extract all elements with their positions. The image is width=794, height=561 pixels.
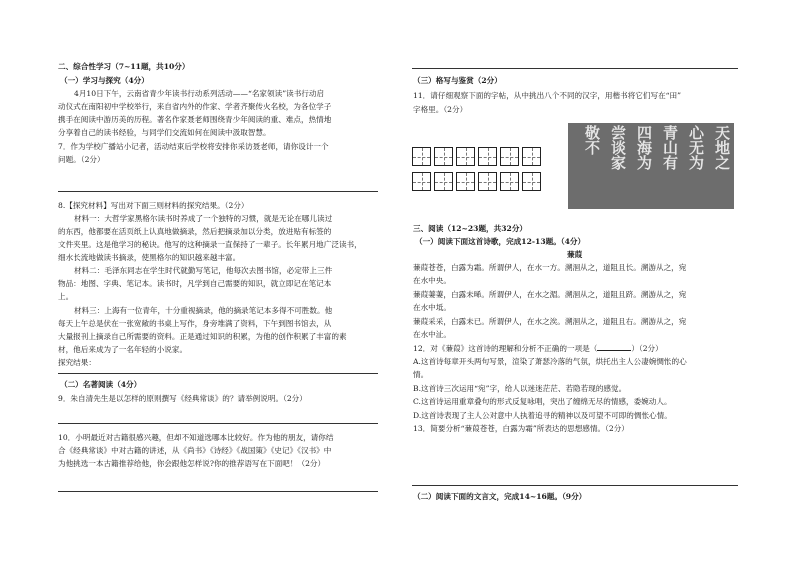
part1-title: （一）学习与探究（4分）: [60, 76, 149, 85]
q12-option: 情。: [413, 370, 429, 379]
poem-line: 蒹葭采采，白露未已。所谓伊人，在水之涘。溯洄从之，道阻且右。溯游从之，宛: [413, 317, 687, 326]
q10-line: 为他挑选一本古籍推荐给他，你会跟他怎样说?你的推荐语写在下面吧！（2分）: [58, 459, 326, 468]
poem-title: 蒹葭: [567, 250, 583, 259]
q12-option: A.这首诗每章开头两句写景，渲染了萧瑟冷落的气氛，烘托出主人公凄婉惆怅的心: [413, 357, 687, 366]
q9-text: 9．朱自清先生是以怎样的原则撰写《经典常谈》的？请举例说明。（2分）: [58, 394, 307, 403]
explore-result-label: 探究结果：: [58, 358, 96, 367]
answer-line: [412, 68, 738, 69]
poem-line: 在水中坻。: [413, 303, 451, 312]
para1-line: 分享着自己的读书经验，与同学们交流如何在阅读中汲取智慧。: [58, 128, 271, 137]
q12-prefix: 12．对《蒹葭》这首诗的理解和分析不正确的一项是（: [413, 344, 598, 353]
tian-cell[interactable]: [500, 147, 519, 166]
tian-cell[interactable]: [456, 172, 475, 191]
reading2-title: （二）阅读下面的文言文，完成14~16题。（9分）: [413, 492, 587, 501]
tian-cell[interactable]: [478, 172, 497, 191]
answer-line: [58, 491, 378, 492]
tian-cell[interactable]: [434, 147, 453, 166]
para1-line: 动仪式在南阳初中学校举行，来自省内外的作家、学者齐聚传火名校，为各位学子: [58, 102, 332, 111]
q13-text: 13．简要分析“蒹葭苍苍，白露为霜”所表达的思想感情。（2分）: [413, 424, 629, 433]
material1-line: 细水长流地做读书摘录，使黑格尔的知识越来越丰富。: [58, 253, 241, 262]
answer-line: [58, 423, 378, 424]
material3-line: 每天上午总是伏在一张宽敞的书桌上写作，身旁堆满了资料，下午到图书馆去，从: [58, 319, 332, 328]
tian-grid: [412, 147, 549, 197]
q7-line: 7．作为学校广播站小记者，活动结束后学校将安排你采访聂老师，请你设计一个: [58, 142, 329, 151]
answer-line: [58, 191, 378, 192]
calligraphy-column: 尝谈家: [609, 125, 627, 170]
tian-cell[interactable]: [412, 172, 431, 191]
para1-line: 携手在阅读中游历美的历程。著名作家聂老师围绕青少年阅读的重、难点，热情地: [58, 115, 332, 124]
q10-line: 10．小明最近对古籍很感兴趣，但却不知道选哪本比较好。作为他的朋友，请你结: [58, 433, 334, 442]
q12-option: C.这首诗运用重章叠句的形式反复咏唱，突出了缠绵无尽的情感，委婉动人。: [413, 397, 672, 406]
tian-cell[interactable]: [522, 147, 541, 166]
material3-line: 材料三：上海有一位青年，十分重视摘录，他的摘录笔记本多得不可胜数。他: [74, 306, 333, 315]
material3-line: 大量报刊上摘录自己所需要的资料。正是通过知识的积累，为他的创作积累了丰富的素: [58, 332, 347, 341]
calligraphy-column: 青山有: [661, 125, 679, 170]
poem-line: 蒹葭萋萋，白露未晞。所谓伊人，在水之湄。溯洄从之，道阻且跻。溯游从之，宛: [413, 290, 687, 299]
poem-line: 蒹葭苍苍，白露为霜。所谓伊人，在水一方。溯洄从之，道阻且长。溯游从之，宛: [413, 263, 687, 272]
tian-cell[interactable]: [434, 172, 453, 191]
poem-line: 在水中沚。: [413, 330, 451, 339]
poem-line: 在水中央。: [413, 276, 451, 285]
q11-line: 11．请仔细观察下面的字帖，从中挑出八个不同的汉字，用楷书将它们写在“田”: [413, 91, 682, 100]
tian-cell[interactable]: [456, 147, 475, 166]
calligraphy-column: 天地之: [713, 125, 731, 170]
material1-line: 材料一：大哲学家黑格尔读书时养成了一个独特的习惯，就是无论在哪儿读过: [74, 214, 333, 223]
section3-title: 三、阅读（12~23题，共32分）: [413, 224, 528, 233]
tian-cell[interactable]: [478, 147, 497, 166]
material2-line: 物品：地图、字典、笔记本。读书时，凡学到自己需要的知识，就立即记在笔记本: [58, 279, 332, 288]
q7-line: 问题。（2分）: [58, 155, 105, 164]
calligraphy-column: 四海为: [635, 125, 653, 170]
reading1-title: （一）阅读下面这首诗歌，完成12-13题。（4分）: [415, 237, 586, 246]
q10-line: 合《经典常谈》中对古籍的讲述，从《尚书》《诗经》《战国策》《史记》《汉书》中: [58, 446, 332, 455]
material2-line: 上。: [58, 292, 74, 301]
material2-line: 材料二：毛泽东同志在学生时代就勤写笔记，他每次去图书馆，必定带上三件: [74, 266, 333, 275]
q12-suffix: ）（2分）: [631, 344, 663, 353]
answer-line: [412, 485, 738, 486]
calligraphy-column: 敬不: [583, 125, 601, 155]
calligraphy-column: 心无为: [687, 125, 705, 170]
q11-line: 字格里。（2分）: [413, 105, 468, 114]
q12-answer-blank[interactable]: [597, 350, 631, 351]
section2-title: 二、综合性学习（7~11题，共10分）: [58, 62, 190, 71]
tian-cell[interactable]: [412, 147, 431, 166]
q12-option: D.这首诗表现了主人公对意中人执着追寻的精神以及可望不可即的惆怅心情。: [413, 411, 672, 420]
material1-line: 文件夹里。这是他学习的秘诀。他写的这种摘录一直保持了一辈子。长年累月地广泛读书，: [58, 240, 362, 249]
para1-line: 4月10日下午，云南省青少年读书行动系列活动——“名家领读”读书行动启: [74, 89, 325, 98]
calligraphy-image: [568, 123, 734, 209]
q12-stem: [413, 344, 663, 354]
answer-line: [58, 373, 378, 374]
material1-line: 的东西，他都要在活页纸上认真地做摘录，然后把摘录加以分类，放进贴有标签的: [58, 227, 332, 236]
tian-cell[interactable]: [522, 172, 541, 191]
q12-option: B.这首诗三次运用“宛”字，给人以迷迷茫茫、若隐若现的感觉。: [413, 384, 627, 393]
q8-title: 8.【探究材料】写出对下面三则材料的探究结果。（2分）: [58, 201, 249, 210]
part3-title: （三）格写与鉴赏（2分）: [413, 76, 502, 85]
part2-title: （二）名著阅读（4分）: [60, 380, 142, 389]
material3-line: 材，他后来成为了一名年轻的小说家。: [58, 345, 188, 354]
tian-cell[interactable]: [500, 172, 519, 191]
